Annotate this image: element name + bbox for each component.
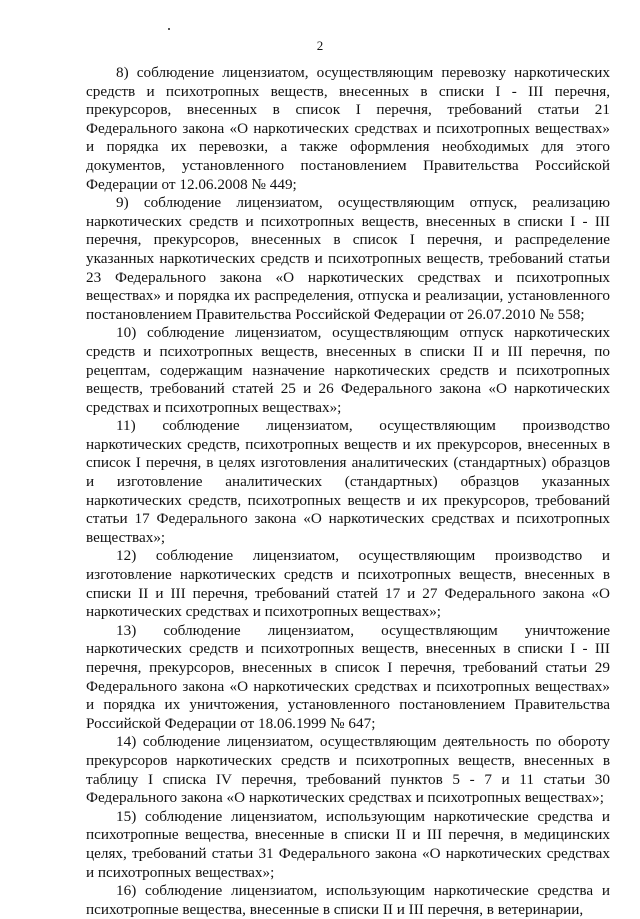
paragraph-14: 14) соблюдение лицензиатом, осуществляющим деятельность по обороту прекурсоров наркотических средств и психотропных веществ, внесенных в таблицу I списка IV перечня, требований пунктов 5 - 7 и 11 статьи 30 Федерального закона «О наркотических средствах и психотропных веществах»; [86,733,610,807]
page-number: 2 [316,38,324,53]
paragraph-12: 12) соблюдение лицензиатом, осуществляющим производство и изготовление наркотических средств и психотропных веществ, внесенных в списки II и III перечня, требований статей 17 и 27 Федерального закона «О наркотических средствах и психотропных веществах»; [86,547,610,621]
paragraph-11: 11) соблюдение лицензиатом, осуществляющим производство наркотических средств, психотропных веществ и их прекурсоров, внесенных в список I перечня, в целях изготовления аналитических (стандартных) образцов и изготовление аналитических (стандартных) образцов указанных наркотических средств, психотропных веществ и их прекурсоров, требований статьи 17 Федерального закона «О наркотических средствах и психотропных веществах»; [86,417,610,546]
document-body [86,64,610,919]
paragraph-8: 8) соблюдение лицензиатом, осуществляющим перевозку наркотических средств и психотропных веществ, внесенных в списки I - III перечня, прекурсоров, внесенных в список I перечня, требований статьи 21 Федерального закона «О наркотических средствах и психотропных веществах» и порядка их перевозки, а также оформления необходимых для этого документов, установленного постановлением Правительства Российской Федерации от 12.06.2008 № 449; [86,64,610,193]
paragraph-9: 9) соблюдение лицензиатом, осуществляющим отпуск, реализацию наркотических средств и психотропных веществ, внесенных в списки I - III перечня, прекурсоров, внесенных в список I перечня, и распределение указанных наркотических средств и психотропных веществ, требований статьи 23 Федерального закона «О наркотических средствах и психотропных веществах» и порядка их распределения, отпуска и реализации, установленного постановлением Правительства Российской Федерации от 26.07.2010 № 558; [86,194,610,323]
paragraph-15: 15) соблюдение лицензиатом, использующим наркотические средства и психотропные вещества, внесенные в списки II и III перечня, в медицинских целях, требований статьи 31 Федерального закона «О наркотических средствах и психотропных веществах»; [86,807,610,881]
paragraph-16: 16) соблюдение лицензиатом, использующим наркотические средства и психотропные вещества, внесенные в списки II и III перечня, в ветеринарии, [86,882,610,918]
paragraph-10: 10) соблюдение лицензиатом, осуществляющим отпуск наркотических средств и психотропных веществ, внесенных в списки II и III перечня, по рецептам, содержащим назначение наркотических средств и психотропных веществ, требований статей 25 и 26 Федерального закона «О наркотических средствах и психотропных веществах»; [86,324,610,416]
scan-speck [168,28,170,30]
paragraph-13: 13) соблюдение лицензиатом, осуществляющим уничтожение наркотических средств и психотропных веществ, внесенных в списки I - III перечня, прекурсоров, внесенных в список I перечня, требований статьи 29 Федерального закона «О наркотических средствах и психотропных веществах» и порядка их уничтожения, установленного постановлением Правительства Российской Федерации от 18.06.1999 № 647; [86,621,610,732]
